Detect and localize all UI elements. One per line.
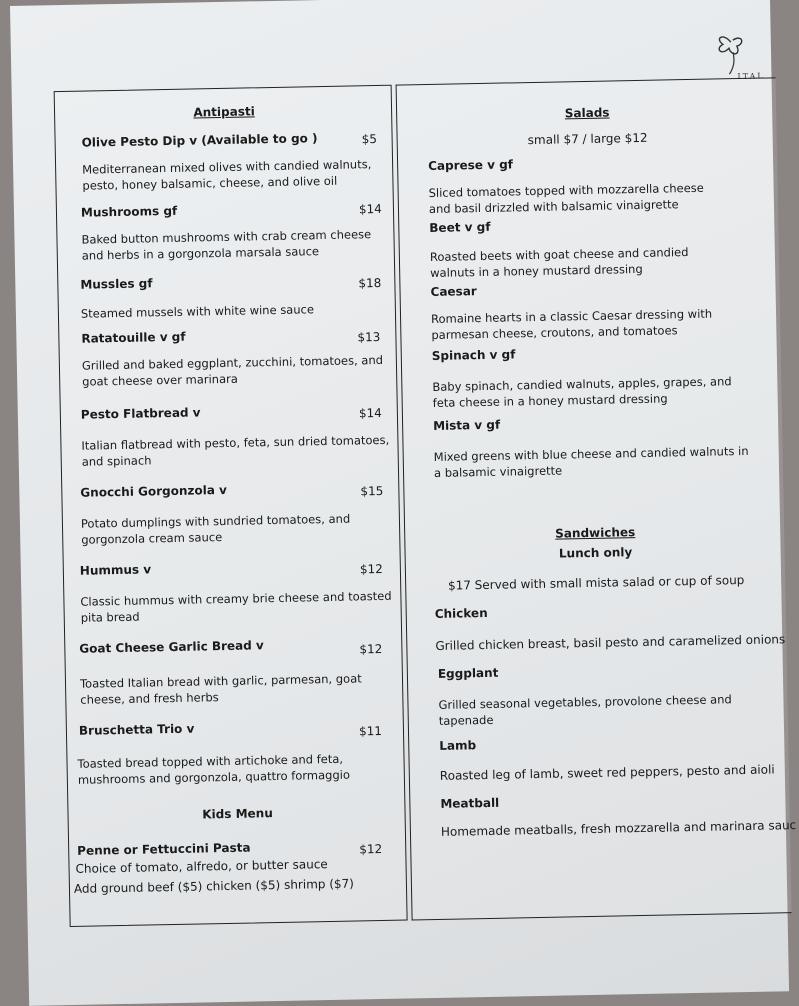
- menu-item-price: $14: [358, 201, 383, 217]
- menu-item-name: Ratatouille v gf: [81, 329, 186, 346]
- menu-item-desc: Baby spinach, candied walnuts, apples, grapes, and feta cheese in a honey mustard dressing: [432, 374, 732, 410]
- antipasti-column: [54, 85, 408, 927]
- menu-item-desc: Mixed greens with blue cheese and candied walnuts in a balsamic vinaigrette: [433, 443, 749, 480]
- menu-item-name: Gnocchi Gorgonzola v: [80, 482, 227, 500]
- menu-item-desc: Homemade meatballs, fresh mozzarella and marinara sauc: [440, 818, 797, 839]
- menu-item-name: Olive Pesto Dip v (Available to go ): [81, 131, 318, 150]
- menu-item-desc: Roasted leg of lamb, sweet red peppers, pesto and aioli: [439, 762, 775, 783]
- menu-item-name: Meatball: [440, 795, 500, 811]
- menu-item-price: $12: [359, 641, 383, 657]
- menu-item-desc: Toasted Italian bread with garlic, parmesan, goat cheese, and fresh herbs: [79, 671, 362, 707]
- menu-item-price: $15: [360, 483, 384, 499]
- sandwiches-pricing: $17 Served with small mista salad or cup of soup: [447, 573, 745, 593]
- menu-item-price: $14: [358, 405, 382, 421]
- menu-item-name: Mista v gf: [433, 417, 501, 433]
- menu-item-name: Mussles gf: [80, 276, 153, 292]
- salads-sandwiches-column: [396, 77, 797, 920]
- salads-heading: Salads: [564, 105, 610, 121]
- kids-menu-heading: Kids Menu: [202, 806, 273, 822]
- menu-item-price: $12: [359, 561, 383, 577]
- menu-item-desc: Toasted bread topped with artichoke and feta, mushrooms and gorgonzola, quattro formaggio: [77, 751, 351, 787]
- menu-item-name: Eggplant: [437, 665, 499, 681]
- menu-item-name: Goat Cheese Garlic Bread v: [79, 638, 264, 656]
- menu-item-price: $18: [358, 275, 382, 291]
- menu-item-desc: Grilled chicken breast, basil pesto and caramelized onions: [435, 632, 786, 653]
- menu-item-name: Spinach v gf: [431, 347, 516, 363]
- menu-item-desc: Roasted beets with goat cheese and candied walnuts in a honey mustard dressing: [429, 245, 689, 280]
- menu-sheet: [10, 0, 797, 1006]
- menu-item-name: Bruschetta Trio v: [78, 721, 195, 738]
- menu-item-name: Caprese v gf: [428, 157, 514, 174]
- menu-item-name: Hummus v: [79, 562, 152, 578]
- menu-item-name: Pesto Flatbread v: [80, 405, 201, 422]
- menu-item-desc: Mediterranean mixed olives with candied walnuts, pesto, honey balsamic, cheese, and olive oil: [82, 157, 372, 193]
- menu-item-desc: Grilled seasonal vegetables, provolone cheese and tapenade: [438, 692, 732, 728]
- kids-addon-line: Add ground beef ($5) chicken ($5) shrimp ($7): [73, 876, 355, 896]
- menu-item-name: Caesar: [430, 284, 477, 299]
- menu-item-name: Lamb: [439, 738, 477, 753]
- logo-text: ITAL: [737, 71, 765, 82]
- menu-item-price: $13: [357, 329, 381, 345]
- menu-item-desc: Romaine hearts in a classic Caesar dressing with parmesan cheese, croutons, and tomatoes: [430, 306, 713, 342]
- menu-item-desc: Grilled and baked eggplant, zucchini, tomatoes, and goat cheese over marinara: [81, 352, 384, 389]
- menu-item-desc: Potato dumplings with sundried tomatoes, and gorgonzola cream sauce: [80, 511, 351, 547]
- menu-item-price: $12: [359, 842, 383, 857]
- salads-pricing: small $7 / large $12: [527, 130, 648, 148]
- menu-item-desc: Italian flatbread with pesto, feta, sun dried tomatoes, and spinach: [81, 432, 390, 469]
- menu-item-desc: Classic hummus with creamy brie cheese and toasted pita bread: [80, 588, 392, 625]
- menu-item-price: $5: [361, 131, 378, 147]
- menu-item-desc: Sliced tomatoes topped with mozzarella cheese and basil drizzled with balsamic vinaigrette: [428, 180, 704, 216]
- menu-item-desc: Steamed mussels with white wine sauce: [80, 302, 315, 321]
- kids-sauce-line: Choice of tomato, alfredo, or butter sauce: [75, 857, 328, 876]
- menu-item-name: Beet v gf: [429, 219, 491, 235]
- menu-item-price: $11: [358, 723, 383, 739]
- menu-item-desc: Baked button mushrooms with crab cream cheese and herbs in a gorgonzola marsala sauce: [81, 227, 372, 263]
- menu-item-name: Mushrooms gf: [80, 203, 178, 220]
- menu-item-name: Penne or Fettuccini Pasta: [77, 840, 251, 858]
- sandwiches-heading: Sandwiches: [555, 525, 636, 541]
- antipasti-heading: Antipasti: [193, 104, 255, 120]
- menu-item-name: Chicken: [434, 605, 488, 621]
- sandwiches-subheading: Lunch only: [558, 545, 633, 561]
